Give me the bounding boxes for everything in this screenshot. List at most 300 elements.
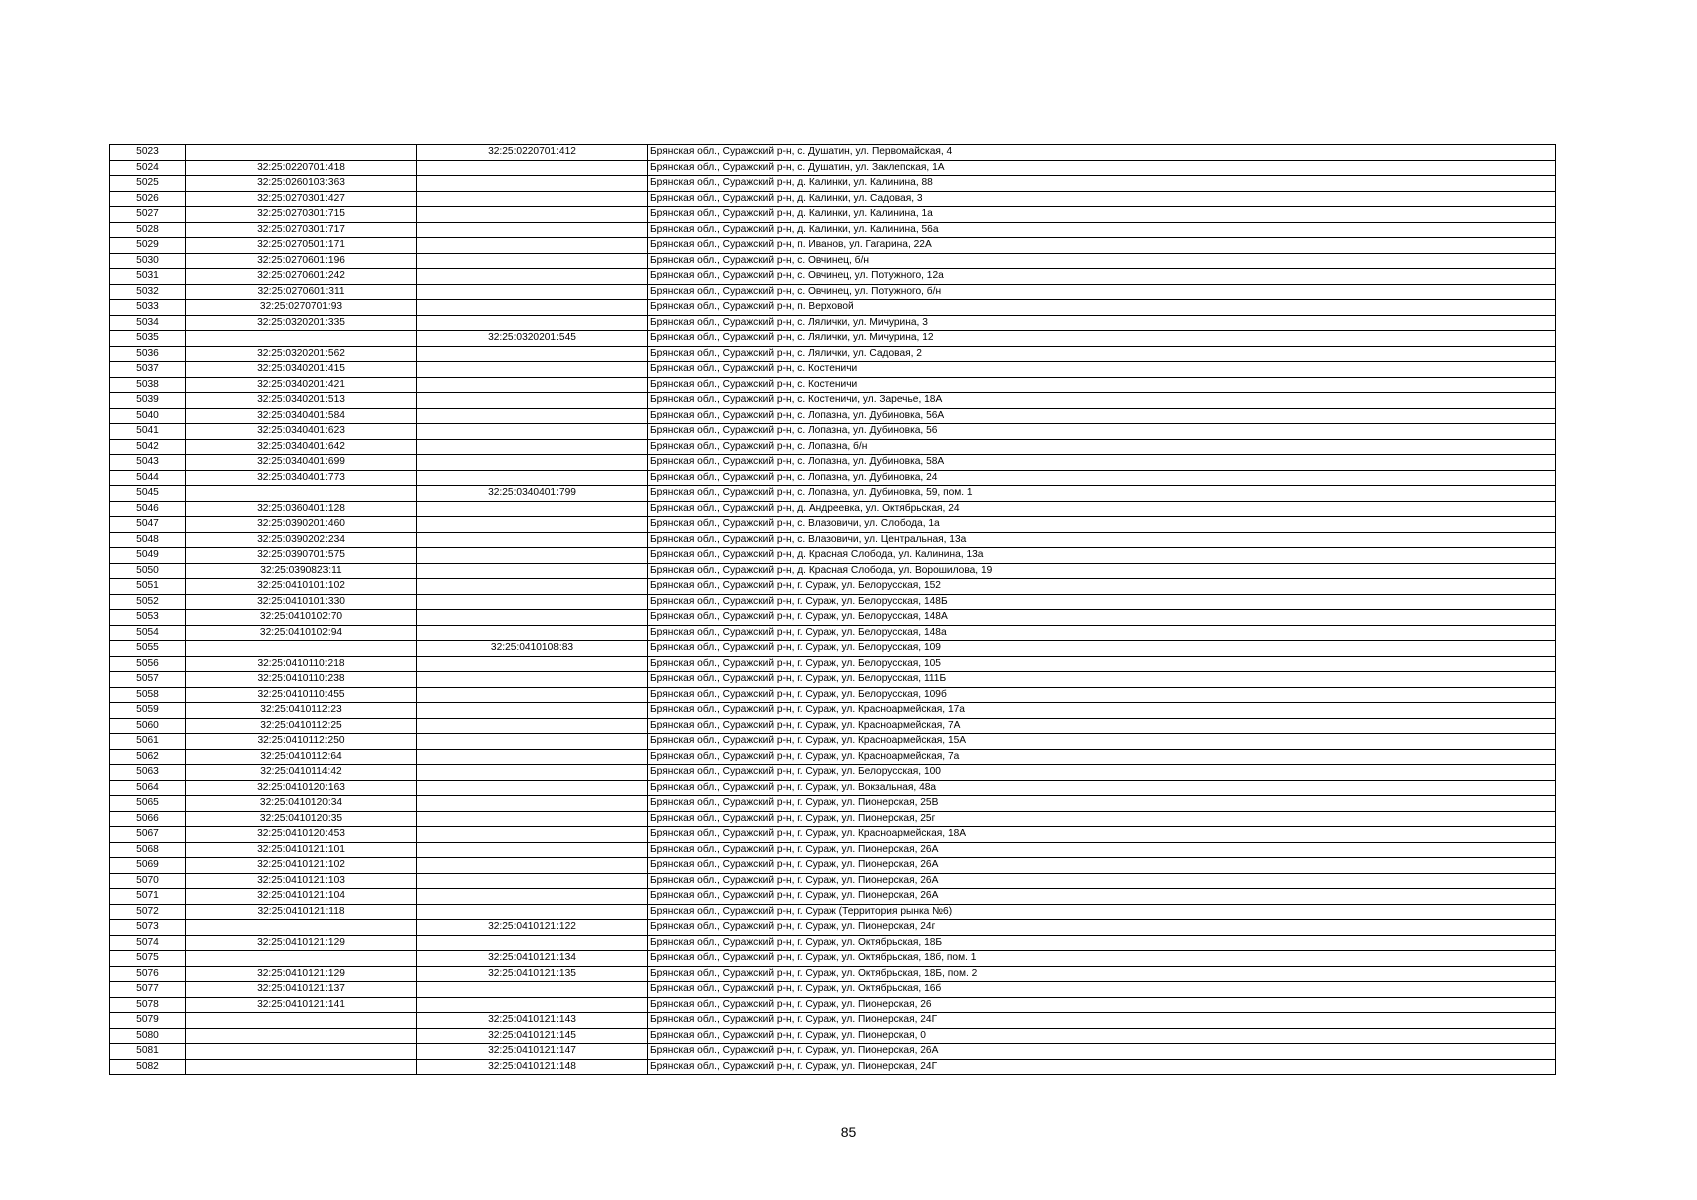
row-number-cell: 5062 — [110, 749, 186, 765]
table-row — [110, 594, 1556, 610]
row-number-cell: 5038 — [110, 377, 186, 393]
cadastral-number-2-cell — [417, 455, 648, 471]
table-row — [110, 935, 1556, 951]
row-number-cell: 5028 — [110, 222, 186, 238]
row-number-cell: 5050 — [110, 563, 186, 579]
row-number-cell: 5046 — [110, 501, 186, 517]
table-row — [110, 842, 1556, 858]
address-cell: Брянская обл., Суражский р-н, г. Сураж, ул. Белорусская, 109б — [648, 687, 1556, 703]
row-number-cell: 5042 — [110, 439, 186, 455]
cadastral-number-2-cell — [417, 393, 648, 409]
address-cell: Брянская обл., Суражский р-н, г. Сураж, ул. Пионерская, 0 — [648, 1028, 1556, 1044]
row-number-cell: 5078 — [110, 997, 186, 1013]
cadastral-number-2-cell: 32:25:0410121:148 — [417, 1059, 648, 1075]
table-row — [110, 501, 1556, 517]
cadastral-number-2-cell — [417, 827, 648, 843]
cadastral-number-2-cell — [417, 532, 648, 548]
address-cell: Брянская обл., Суражский р-н, г. Сураж, ул. Пионерская, 25В — [648, 796, 1556, 812]
address-cell: Брянская обл., Суражский р-н, г. Сураж, ул. Белорусская, 148а — [648, 625, 1556, 641]
cadastral-number-cell — [186, 1044, 417, 1060]
cadastral-number-cell: 32:25:0410110:218 — [186, 656, 417, 672]
row-number-cell: 5032 — [110, 284, 186, 300]
table-row — [110, 393, 1556, 409]
address-cell: Брянская обл., Суражский р-н, с. Костеничи, ул. Заречье, 18А — [648, 393, 1556, 409]
cadastral-number-cell: 32:25:0270501:171 — [186, 238, 417, 254]
table-row — [110, 966, 1556, 982]
table-row — [110, 579, 1556, 595]
row-number-cell: 5069 — [110, 858, 186, 874]
row-number-cell: 5030 — [110, 253, 186, 269]
cadastral-number-cell: 32:25:0410101:330 — [186, 594, 417, 610]
address-cell: Брянская обл., Суражский р-н, г. Сураж, ул. Пионерская, 26А — [648, 889, 1556, 905]
table-row — [110, 424, 1556, 440]
row-number-cell: 5074 — [110, 935, 186, 951]
address-cell: Брянская обл., Суражский р-н, г. Сураж, ул. Белорусская, 105 — [648, 656, 1556, 672]
cadastral-number-2-cell — [417, 160, 648, 176]
registry-table-body — [110, 145, 1556, 1075]
cadastral-number-2-cell — [417, 873, 648, 889]
row-number-cell: 5079 — [110, 1013, 186, 1029]
row-number-cell: 5024 — [110, 160, 186, 176]
cadastral-number-cell: 32:25:0390823:11 — [186, 563, 417, 579]
cadastral-number-cell: 32:25:0220701:418 — [186, 160, 417, 176]
address-cell: Брянская обл., Суражский р-н, д. Андреевка, ул. Октябрьская, 24 — [648, 501, 1556, 517]
row-number-cell: 5027 — [110, 207, 186, 223]
cadastral-number-2-cell — [417, 269, 648, 285]
table-row — [110, 765, 1556, 781]
table-row — [110, 951, 1556, 967]
table-row — [110, 997, 1556, 1013]
address-cell: Брянская обл., Суражский р-н, г. Сураж, ул. Пионерская, 26А — [648, 842, 1556, 858]
row-number-cell: 5056 — [110, 656, 186, 672]
table-row — [110, 1028, 1556, 1044]
cadastral-number-2-cell: 32:25:0410108:83 — [417, 641, 648, 657]
cadastral-number-2-cell — [417, 594, 648, 610]
cadastral-number-cell: 32:25:0340401:584 — [186, 408, 417, 424]
row-number-cell: 5035 — [110, 331, 186, 347]
cadastral-number-2-cell — [417, 377, 648, 393]
address-cell: Брянская обл., Суражский р-н, г. Сураж (Территория рынка №6) — [648, 904, 1556, 920]
cadastral-number-2-cell — [417, 765, 648, 781]
address-cell: Брянская обл., Суражский р-н, с. Душатин, ул. Первомайская, 4 — [648, 145, 1556, 161]
table-row — [110, 718, 1556, 734]
cadastral-number-cell: 32:25:0320201:335 — [186, 315, 417, 331]
address-cell: Брянская обл., Суражский р-н, с. Лопазна, ул. Дубиновка, 58А — [648, 455, 1556, 471]
row-number-cell: 5023 — [110, 145, 186, 161]
cadastral-number-cell: 32:25:0340201:513 — [186, 393, 417, 409]
address-cell: Брянская обл., Суражский р-н, г. Сураж, ул. Октябрьская, 18Б — [648, 935, 1556, 951]
row-number-cell: 5053 — [110, 610, 186, 626]
cadastral-number-2-cell: 32:25:0220701:412 — [417, 145, 648, 161]
cadastral-number-cell: 32:25:0340201:421 — [186, 377, 417, 393]
table-row — [110, 284, 1556, 300]
cadastral-number-cell: 32:25:0390202:234 — [186, 532, 417, 548]
table-row — [110, 517, 1556, 533]
row-number-cell: 5040 — [110, 408, 186, 424]
address-cell: Брянская обл., Суражский р-н, г. Сураж, ул. Белорусская, 148Б — [648, 594, 1556, 610]
row-number-cell: 5055 — [110, 641, 186, 657]
cadastral-number-2-cell — [417, 889, 648, 905]
cadastral-number-cell: 32:25:0410121:118 — [186, 904, 417, 920]
row-number-cell: 5039 — [110, 393, 186, 409]
table-row — [110, 811, 1556, 827]
address-cell: Брянская обл., Суражский р-н, г. Сураж, ул. Октябрьская, 16б — [648, 982, 1556, 998]
address-cell: Брянская обл., Суражский р-н, д. Калинки, ул. Калинина, 56а — [648, 222, 1556, 238]
row-number-cell: 5043 — [110, 455, 186, 471]
address-cell: Брянская обл., Суражский р-н, с. Лялички, ул. Мичурина, 12 — [648, 331, 1556, 347]
address-cell: Брянская обл., Суражский р-н, г. Сураж, ул. Октябрьская, 18б, пом. 1 — [648, 951, 1556, 967]
cadastral-number-2-cell — [417, 842, 648, 858]
cadastral-number-cell: 32:25:0410121:102 — [186, 858, 417, 874]
cadastral-number-2-cell: 32:25:0410121:135 — [417, 966, 648, 982]
row-number-cell: 5025 — [110, 176, 186, 192]
cadastral-number-2-cell — [417, 191, 648, 207]
row-number-cell: 5057 — [110, 672, 186, 688]
address-cell: Брянская обл., Суражский р-н, г. Сураж, ул. Пионерская, 24Г — [648, 1013, 1556, 1029]
table-row — [110, 796, 1556, 812]
row-number-cell: 5033 — [110, 300, 186, 316]
address-cell: Брянская обл., Суражский р-н, г. Сураж, ул. Красноармейская, 15А — [648, 734, 1556, 750]
address-cell: Брянская обл., Суражский р-н, г. Сураж, ул. Белорусская, 109 — [648, 641, 1556, 657]
address-cell: Брянская обл., Суражский р-н, д. Калинки, ул. Садовая, 3 — [648, 191, 1556, 207]
table-row — [110, 439, 1556, 455]
table-row — [110, 408, 1556, 424]
table-row — [110, 1044, 1556, 1060]
cadastral-number-2-cell — [417, 610, 648, 626]
row-number-cell: 5029 — [110, 238, 186, 254]
table-row — [110, 920, 1556, 936]
table-row — [110, 331, 1556, 347]
table-row — [110, 780, 1556, 796]
address-cell: Брянская обл., Суражский р-н, с. Лялички, ул. Мичурина, 3 — [648, 315, 1556, 331]
table-row — [110, 672, 1556, 688]
cadastral-number-cell: 32:25:0340201:415 — [186, 362, 417, 378]
table-row — [110, 486, 1556, 502]
row-number-cell: 5051 — [110, 579, 186, 595]
cadastral-number-cell: 32:25:0390201:460 — [186, 517, 417, 533]
row-number-cell: 5054 — [110, 625, 186, 641]
address-cell: Брянская обл., Суражский р-н, г. Сураж, ул. Пионерская, 26А — [648, 858, 1556, 874]
table-row — [110, 315, 1556, 331]
address-cell: Брянская обл., Суражский р-н, г. Сураж, ул. Октябрьская, 18Б, пом. 2 — [648, 966, 1556, 982]
table-row — [110, 904, 1556, 920]
address-cell: Брянская обл., Суражский р-н, г. Сураж, ул. Пионерская, 25г — [648, 811, 1556, 827]
cadastral-number-2-cell — [417, 780, 648, 796]
address-cell: Брянская обл., Суражский р-н, с. Лопазна, ул. Дубиновка, 59, пом. 1 — [648, 486, 1556, 502]
cadastral-number-cell — [186, 1013, 417, 1029]
table-row — [110, 532, 1556, 548]
row-number-cell: 5082 — [110, 1059, 186, 1075]
row-number-cell: 5034 — [110, 315, 186, 331]
row-number-cell: 5031 — [110, 269, 186, 285]
cadastral-number-2-cell: 32:25:0410121:147 — [417, 1044, 648, 1060]
cadastral-number-cell: 32:25:0390701:575 — [186, 548, 417, 564]
table-row — [110, 362, 1556, 378]
cadastral-number-2-cell: 32:25:0410121:134 — [417, 951, 648, 967]
address-cell: Брянская обл., Суражский р-н, д. Красная Слобода, ул. Калинина, 13а — [648, 548, 1556, 564]
table-row — [110, 470, 1556, 486]
address-cell: Брянская обл., Суражский р-н, с. Лялички, ул. Садовая, 2 — [648, 346, 1556, 362]
cadastral-number-2-cell — [417, 687, 648, 703]
cadastral-number-cell: 32:25:0320201:562 — [186, 346, 417, 362]
cadastral-number-2-cell — [417, 300, 648, 316]
table-row — [110, 222, 1556, 238]
address-cell: Брянская обл., Суражский р-н, с. Костеничи — [648, 377, 1556, 393]
cadastral-number-2-cell — [417, 858, 648, 874]
cadastral-number-cell: 32:25:0410102:94 — [186, 625, 417, 641]
table-row — [110, 455, 1556, 471]
cadastral-number-cell: 32:25:0360401:128 — [186, 501, 417, 517]
row-number-cell: 5052 — [110, 594, 186, 610]
cadastral-number-cell: 32:25:0410121:104 — [186, 889, 417, 905]
address-cell: Брянская обл., Суражский р-н, г. Сураж, ул. Красноармейская, 17а — [648, 703, 1556, 719]
address-cell: Брянская обл., Суражский р-н, с. Лопазна, б/н — [648, 439, 1556, 455]
cadastral-number-cell: 32:25:0410112:64 — [186, 749, 417, 765]
address-cell: Брянская обл., Суражский р-н, с. Лопазна, ул. Дубиновка, 56 — [648, 424, 1556, 440]
table-row — [110, 827, 1556, 843]
cadastral-number-cell: 32:25:0340401:773 — [186, 470, 417, 486]
table-row — [110, 641, 1556, 657]
table-row — [110, 253, 1556, 269]
cadastral-number-2-cell: 32:25:0340401:799 — [417, 486, 648, 502]
cadastral-number-cell: 32:25:0410121:141 — [186, 997, 417, 1013]
table-row — [110, 703, 1556, 719]
cadastral-number-2-cell — [417, 548, 648, 564]
address-cell: Брянская обл., Суражский р-н, с. Костеничи — [648, 362, 1556, 378]
address-cell: Брянская обл., Суражский р-н, с. Лопазна, ул. Дубиновка, 24 — [648, 470, 1556, 486]
row-number-cell: 5063 — [110, 765, 186, 781]
row-number-cell: 5036 — [110, 346, 186, 362]
address-cell: Брянская обл., Суражский р-н, г. Сураж, ул. Белорусская, 111Б — [648, 672, 1556, 688]
table-row — [110, 982, 1556, 998]
table-row — [110, 889, 1556, 905]
cadastral-number-cell: 32:25:0410112:250 — [186, 734, 417, 750]
address-cell: Брянская обл., Суражский р-н, с. Овчинец, ул. Потужного, 12а — [648, 269, 1556, 285]
table-row — [110, 1059, 1556, 1075]
table-row — [110, 377, 1556, 393]
table-row — [110, 625, 1556, 641]
row-number-cell: 5041 — [110, 424, 186, 440]
page-number: 85 — [840, 1124, 857, 1140]
address-cell: Брянская обл., Суражский р-н, г. Сураж, ул. Красноармейская, 18А — [648, 827, 1556, 843]
cadastral-number-2-cell — [417, 207, 648, 223]
cadastral-number-cell: 32:25:0270301:427 — [186, 191, 417, 207]
row-number-cell: 5060 — [110, 718, 186, 734]
address-cell: Брянская обл., Суражский р-н, г. Сураж, ул. Белорусская, 100 — [648, 765, 1556, 781]
row-number-cell: 5037 — [110, 362, 186, 378]
row-number-cell: 5066 — [110, 811, 186, 827]
row-number-cell: 5049 — [110, 548, 186, 564]
cadastral-number-cell: 32:25:0410102:70 — [186, 610, 417, 626]
cadastral-number-2-cell: 32:25:0320201:545 — [417, 331, 648, 347]
cadastral-number-cell: 32:25:0410121:103 — [186, 873, 417, 889]
row-number-cell: 5080 — [110, 1028, 186, 1044]
row-number-cell: 5065 — [110, 796, 186, 812]
row-number-cell: 5047 — [110, 517, 186, 533]
cadastral-number-2-cell — [417, 703, 648, 719]
cadastral-number-cell: 32:25:0410120:35 — [186, 811, 417, 827]
row-number-cell: 5070 — [110, 873, 186, 889]
cadastral-number-2-cell — [417, 470, 648, 486]
address-cell: Брянская обл., Суражский р-н, с. Душатин, ул. Заклепская, 1А — [648, 160, 1556, 176]
cadastral-number-2-cell — [417, 904, 648, 920]
cadastral-number-cell — [186, 920, 417, 936]
address-cell: Брянская обл., Суражский р-н, д. Красная Слобода, ул. Ворошилова, 19 — [648, 563, 1556, 579]
cadastral-number-cell: 32:25:0410121:129 — [186, 935, 417, 951]
cadastral-number-2-cell — [417, 501, 648, 517]
table-row — [110, 548, 1556, 564]
cadastral-number-cell: 32:25:0270601:196 — [186, 253, 417, 269]
row-number-cell: 5064 — [110, 780, 186, 796]
table-row — [110, 858, 1556, 874]
cadastral-number-2-cell — [417, 734, 648, 750]
table-row — [110, 207, 1556, 223]
row-number-cell: 5075 — [110, 951, 186, 967]
address-cell: Брянская обл., Суражский р-н, г. Сураж, ул. Белорусская, 148А — [648, 610, 1556, 626]
cadastral-number-cell: 32:25:0270601:242 — [186, 269, 417, 285]
cadastral-number-cell: 32:25:0410101:102 — [186, 579, 417, 595]
cadastral-number-cell: 32:25:0410120:453 — [186, 827, 417, 843]
cadastral-number-2-cell — [417, 563, 648, 579]
cadastral-number-cell: 32:25:0410110:455 — [186, 687, 417, 703]
row-number-cell: 5081 — [110, 1044, 186, 1060]
table-row — [110, 145, 1556, 161]
cadastral-number-2-cell — [417, 749, 648, 765]
cadastral-number-cell: 32:25:0270301:715 — [186, 207, 417, 223]
table-row — [110, 160, 1556, 176]
address-cell: Брянская обл., Суражский р-н, г. Сураж, ул. Белорусская, 152 — [648, 579, 1556, 595]
cadastral-number-2-cell — [417, 935, 648, 951]
address-cell: Брянская обл., Суражский р-н, д. Калинки, ул. Калинина, 1а — [648, 207, 1556, 223]
address-cell: Брянская обл., Суражский р-н, г. Сураж, ул. Пионерская, 26А — [648, 873, 1556, 889]
cadastral-number-2-cell: 32:25:0410121:143 — [417, 1013, 648, 1029]
row-number-cell: 5061 — [110, 734, 186, 750]
address-cell: Брянская обл., Суражский р-н, п. Верховой — [648, 300, 1556, 316]
cadastral-number-2-cell — [417, 625, 648, 641]
row-number-cell: 5067 — [110, 827, 186, 843]
cadastral-number-2-cell — [417, 424, 648, 440]
table-row — [110, 873, 1556, 889]
table-row — [110, 687, 1556, 703]
cadastral-number-cell: 32:25:0410120:163 — [186, 780, 417, 796]
address-cell: Брянская обл., Суражский р-н, г. Сураж, ул. Пионерская, 24г — [648, 920, 1556, 936]
address-cell: Брянская обл., Суражский р-н, с. Лопазна, ул. Дубиновка, 56А — [648, 408, 1556, 424]
cadastral-number-cell — [186, 641, 417, 657]
address-cell: Брянская обл., Суражский р-н, с. Влазовичи, ул. Центральная, 13а — [648, 532, 1556, 548]
row-number-cell: 5026 — [110, 191, 186, 207]
cadastral-number-2-cell — [417, 176, 648, 192]
cadastral-number-cell: 32:25:0410121:129 — [186, 966, 417, 982]
address-cell: Брянская обл., Суражский р-н, с. Влазовичи, ул. Слобода, 1а — [648, 517, 1556, 533]
cadastral-number-2-cell — [417, 997, 648, 1013]
table-row — [110, 1013, 1556, 1029]
row-number-cell: 5068 — [110, 842, 186, 858]
row-number-cell: 5059 — [110, 703, 186, 719]
cadastral-number-2-cell — [417, 284, 648, 300]
cadastral-number-2-cell — [417, 579, 648, 595]
registry-table — [109, 144, 1556, 1075]
cadastral-number-2-cell — [417, 346, 648, 362]
table-row — [110, 563, 1556, 579]
cadastral-number-2-cell — [417, 408, 648, 424]
cadastral-number-cell: 32:25:0410110:238 — [186, 672, 417, 688]
cadastral-number-cell: 32:25:0410114:42 — [186, 765, 417, 781]
address-cell: Брянская обл., Суражский р-н, г. Сураж, ул. Пионерская, 26А — [648, 1044, 1556, 1060]
address-cell: Брянская обл., Суражский р-н, г. Сураж, ул. Красноармейская, 7а — [648, 749, 1556, 765]
address-cell: Брянская обл., Суражский р-н, г. Сураж, ул. Пионерская, 24Г — [648, 1059, 1556, 1075]
cadastral-number-cell: 32:25:0410112:23 — [186, 703, 417, 719]
cadastral-number-2-cell — [417, 718, 648, 734]
row-number-cell: 5045 — [110, 486, 186, 502]
table-row — [110, 749, 1556, 765]
cadastral-number-cell: 32:25:0410121:101 — [186, 842, 417, 858]
cadastral-number-cell: 32:25:0270701:93 — [186, 300, 417, 316]
cadastral-number-cell — [186, 951, 417, 967]
table-row — [110, 269, 1556, 285]
cadastral-number-2-cell — [417, 517, 648, 533]
address-cell: Брянская обл., Суражский р-н, г. Сураж, ул. Красноармейская, 7А — [648, 718, 1556, 734]
cadastral-number-cell: 32:25:0410120:34 — [186, 796, 417, 812]
cadastral-number-2-cell — [417, 811, 648, 827]
row-number-cell: 5044 — [110, 470, 186, 486]
cadastral-number-cell — [186, 1028, 417, 1044]
cadastral-number-2-cell: 32:25:0410121:122 — [417, 920, 648, 936]
cadastral-number-cell: 32:25:0340401:642 — [186, 439, 417, 455]
cadastral-number-2-cell — [417, 672, 648, 688]
address-cell: Брянская обл., Суражский р-н, п. Иванов, ул. Гагарина, 22А — [648, 238, 1556, 254]
address-cell: Брянская обл., Суражский р-н, с. Овчинец, б/н — [648, 253, 1556, 269]
cadastral-number-cell — [186, 331, 417, 347]
cadastral-number-cell — [186, 145, 417, 161]
cadastral-number-2-cell — [417, 439, 648, 455]
table-row — [110, 346, 1556, 362]
row-number-cell: 5071 — [110, 889, 186, 905]
row-number-cell: 5058 — [110, 687, 186, 703]
cadastral-number-2-cell — [417, 253, 648, 269]
cadastral-number-cell — [186, 1059, 417, 1075]
cadastral-number-cell: 32:25:0270301:717 — [186, 222, 417, 238]
row-number-cell: 5076 — [110, 966, 186, 982]
row-number-cell: 5077 — [110, 982, 186, 998]
cadastral-number-cell: 32:25:0260103:363 — [186, 176, 417, 192]
cadastral-number-cell: 32:25:0410121:137 — [186, 982, 417, 998]
table-row — [110, 191, 1556, 207]
cadastral-number-cell: 32:25:0270601:311 — [186, 284, 417, 300]
table-row — [110, 656, 1556, 672]
cadastral-number-cell — [186, 486, 417, 502]
row-number-cell: 5072 — [110, 904, 186, 920]
cadastral-number-2-cell — [417, 315, 648, 331]
row-number-cell: 5073 — [110, 920, 186, 936]
table-row — [110, 300, 1556, 316]
cadastral-number-cell: 32:25:0340401:623 — [186, 424, 417, 440]
table-row — [110, 176, 1556, 192]
address-cell: Брянская обл., Суражский р-н, д. Калинки, ул. Калинина, 88 — [648, 176, 1556, 192]
cadastral-number-2-cell — [417, 222, 648, 238]
cadastral-number-2-cell — [417, 362, 648, 378]
cadastral-number-2-cell: 32:25:0410121:145 — [417, 1028, 648, 1044]
address-cell: Брянская обл., Суражский р-н, г. Сураж, ул. Пионерская, 26 — [648, 997, 1556, 1013]
row-number-cell: 5048 — [110, 532, 186, 548]
cadastral-number-cell: 32:25:0340401:699 — [186, 455, 417, 471]
table-row — [110, 610, 1556, 626]
cadastral-number-cell: 32:25:0410112:25 — [186, 718, 417, 734]
cadastral-number-2-cell — [417, 238, 648, 254]
cadastral-number-2-cell — [417, 656, 648, 672]
table-row — [110, 734, 1556, 750]
address-cell: Брянская обл., Суражский р-н, с. Овчинец, ул. Потужного, б/н — [648, 284, 1556, 300]
cadastral-number-2-cell — [417, 982, 648, 998]
